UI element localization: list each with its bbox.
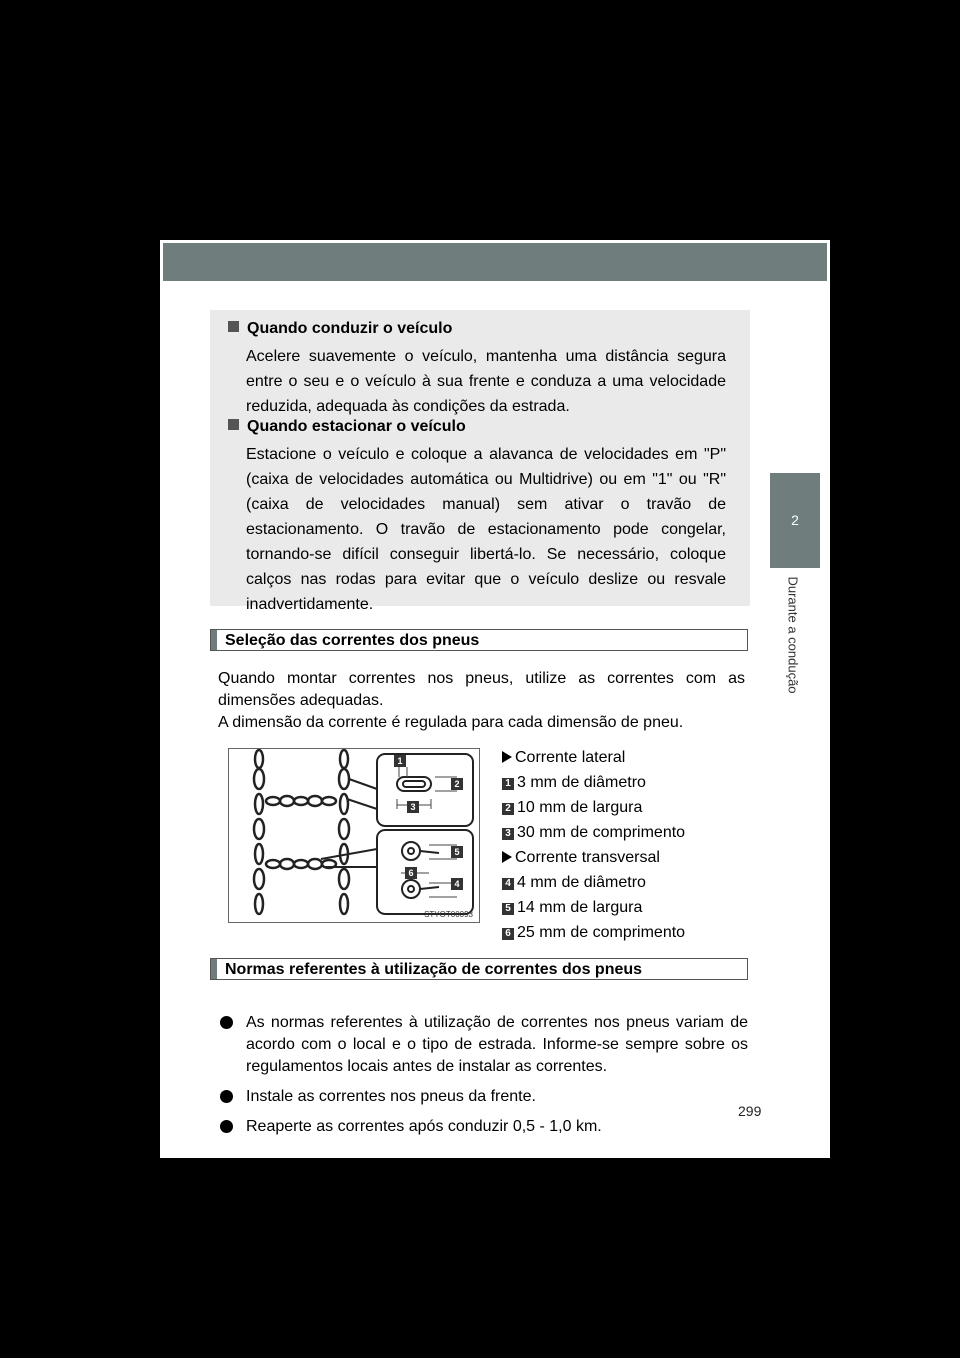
number-badge: 4 [502,878,514,890]
figure-code: STYOT00093 [424,910,473,919]
list-item: 2 10 mm de largura [502,795,685,820]
list-item: 3 30 mm de comprimento [502,820,685,845]
list-item: 4 4 mm de diâmetro [502,870,685,895]
list-item: 1 3 mm de diâmetro [502,770,685,795]
square-bullet-icon [228,321,239,332]
figure-callout-2: 2 [454,779,460,789]
list-item: Corrente lateral [502,745,685,770]
list-item: Reaperte as correntes após conduzir 0,5 - 1,0 km. [218,1116,748,1138]
chapter-title: Durante a condução [785,576,801,694]
section-heading-chain-regulations: Normas referentes à utilização de correntes dos pneus [210,958,748,980]
number-badge: 3 [502,828,514,840]
chain-selection-paragraph: Quando montar correntes nos pneus, utilize as correntes com as dimensões adequadas. A dimensão da corrente é regulada para cada dimensão de pneu. [218,670,745,731]
number-badge: 1 [502,778,514,790]
tire-chain-diagram [229,749,479,922]
list-item: 6 25 mm de comprimento [502,920,685,945]
info-box [210,310,750,613]
figure-callout-5: 5 [454,847,460,857]
figure-callout-3: 3 [410,802,416,812]
chapter-number: 2 [791,512,799,528]
regulation-bullets [218,1012,748,1146]
number-badge: 5 [502,903,514,915]
page-header-bar [163,243,827,281]
figure-callout-1: 1 [397,756,403,766]
number-badge: 6 [502,928,514,940]
square-bullet-icon [228,419,239,430]
list-item: 5 14 mm de largura [502,895,685,920]
info-title-parking: Quando estacionar o veículo [228,418,466,436]
chapter-tab[interactable] [770,473,820,568]
bullet-dot-icon [220,1120,233,1133]
page-number: 299 [738,1103,762,1119]
list-item: Corrente transversal [502,845,685,870]
triangle-arrow-icon [502,851,512,863]
bullet-dot-icon [220,1016,233,1029]
info-text-driving: Acelere suavemente o veículo, mantenha uma distância segura entre o seu e o veículo à sua frente e conduza a uma velocidade reduzida, adequada às condições da estrada. [246,348,726,415]
chain-spec-list [502,745,685,945]
manual-page [160,240,830,1158]
section-heading-chain-selection: Seleção das correntes dos pneus [210,629,748,651]
bullet-dot-icon [220,1090,233,1103]
figure-callout-4: 4 [454,879,460,889]
triangle-arrow-icon [502,751,512,763]
number-badge: 2 [502,803,514,815]
chapter-label [778,576,808,694]
list-item: As normas referentes à utilização de correntes nos pneus variam de acordo com o local e o tipo de estrada. Informe-se sempre sobre os regulamentos locais antes de instalar as correntes. [218,1012,748,1078]
tire-chain-figure [228,748,480,923]
list-item: Instale as correntes nos pneus da frente. [218,1086,748,1108]
info-text-parking: Estacione o veículo e coloque a alavanca de velocidades em "P" (caixa de velocidades automática ou Multidrive) ou em "1" ou "R" (caixa de velocidades manual) sem ativar o travão de estacionamento. O travão de estacionamento pode congelar, tornando-se difícil conseguir libertá-lo. Se necessário, coloque calços nas rodas para evitar que o veículo deslize ou resvale inadvertidamente. [246,446,726,613]
info-title-driving: Quando conduzir o veículo [228,320,452,338]
figure-callout-6: 6 [408,868,414,878]
